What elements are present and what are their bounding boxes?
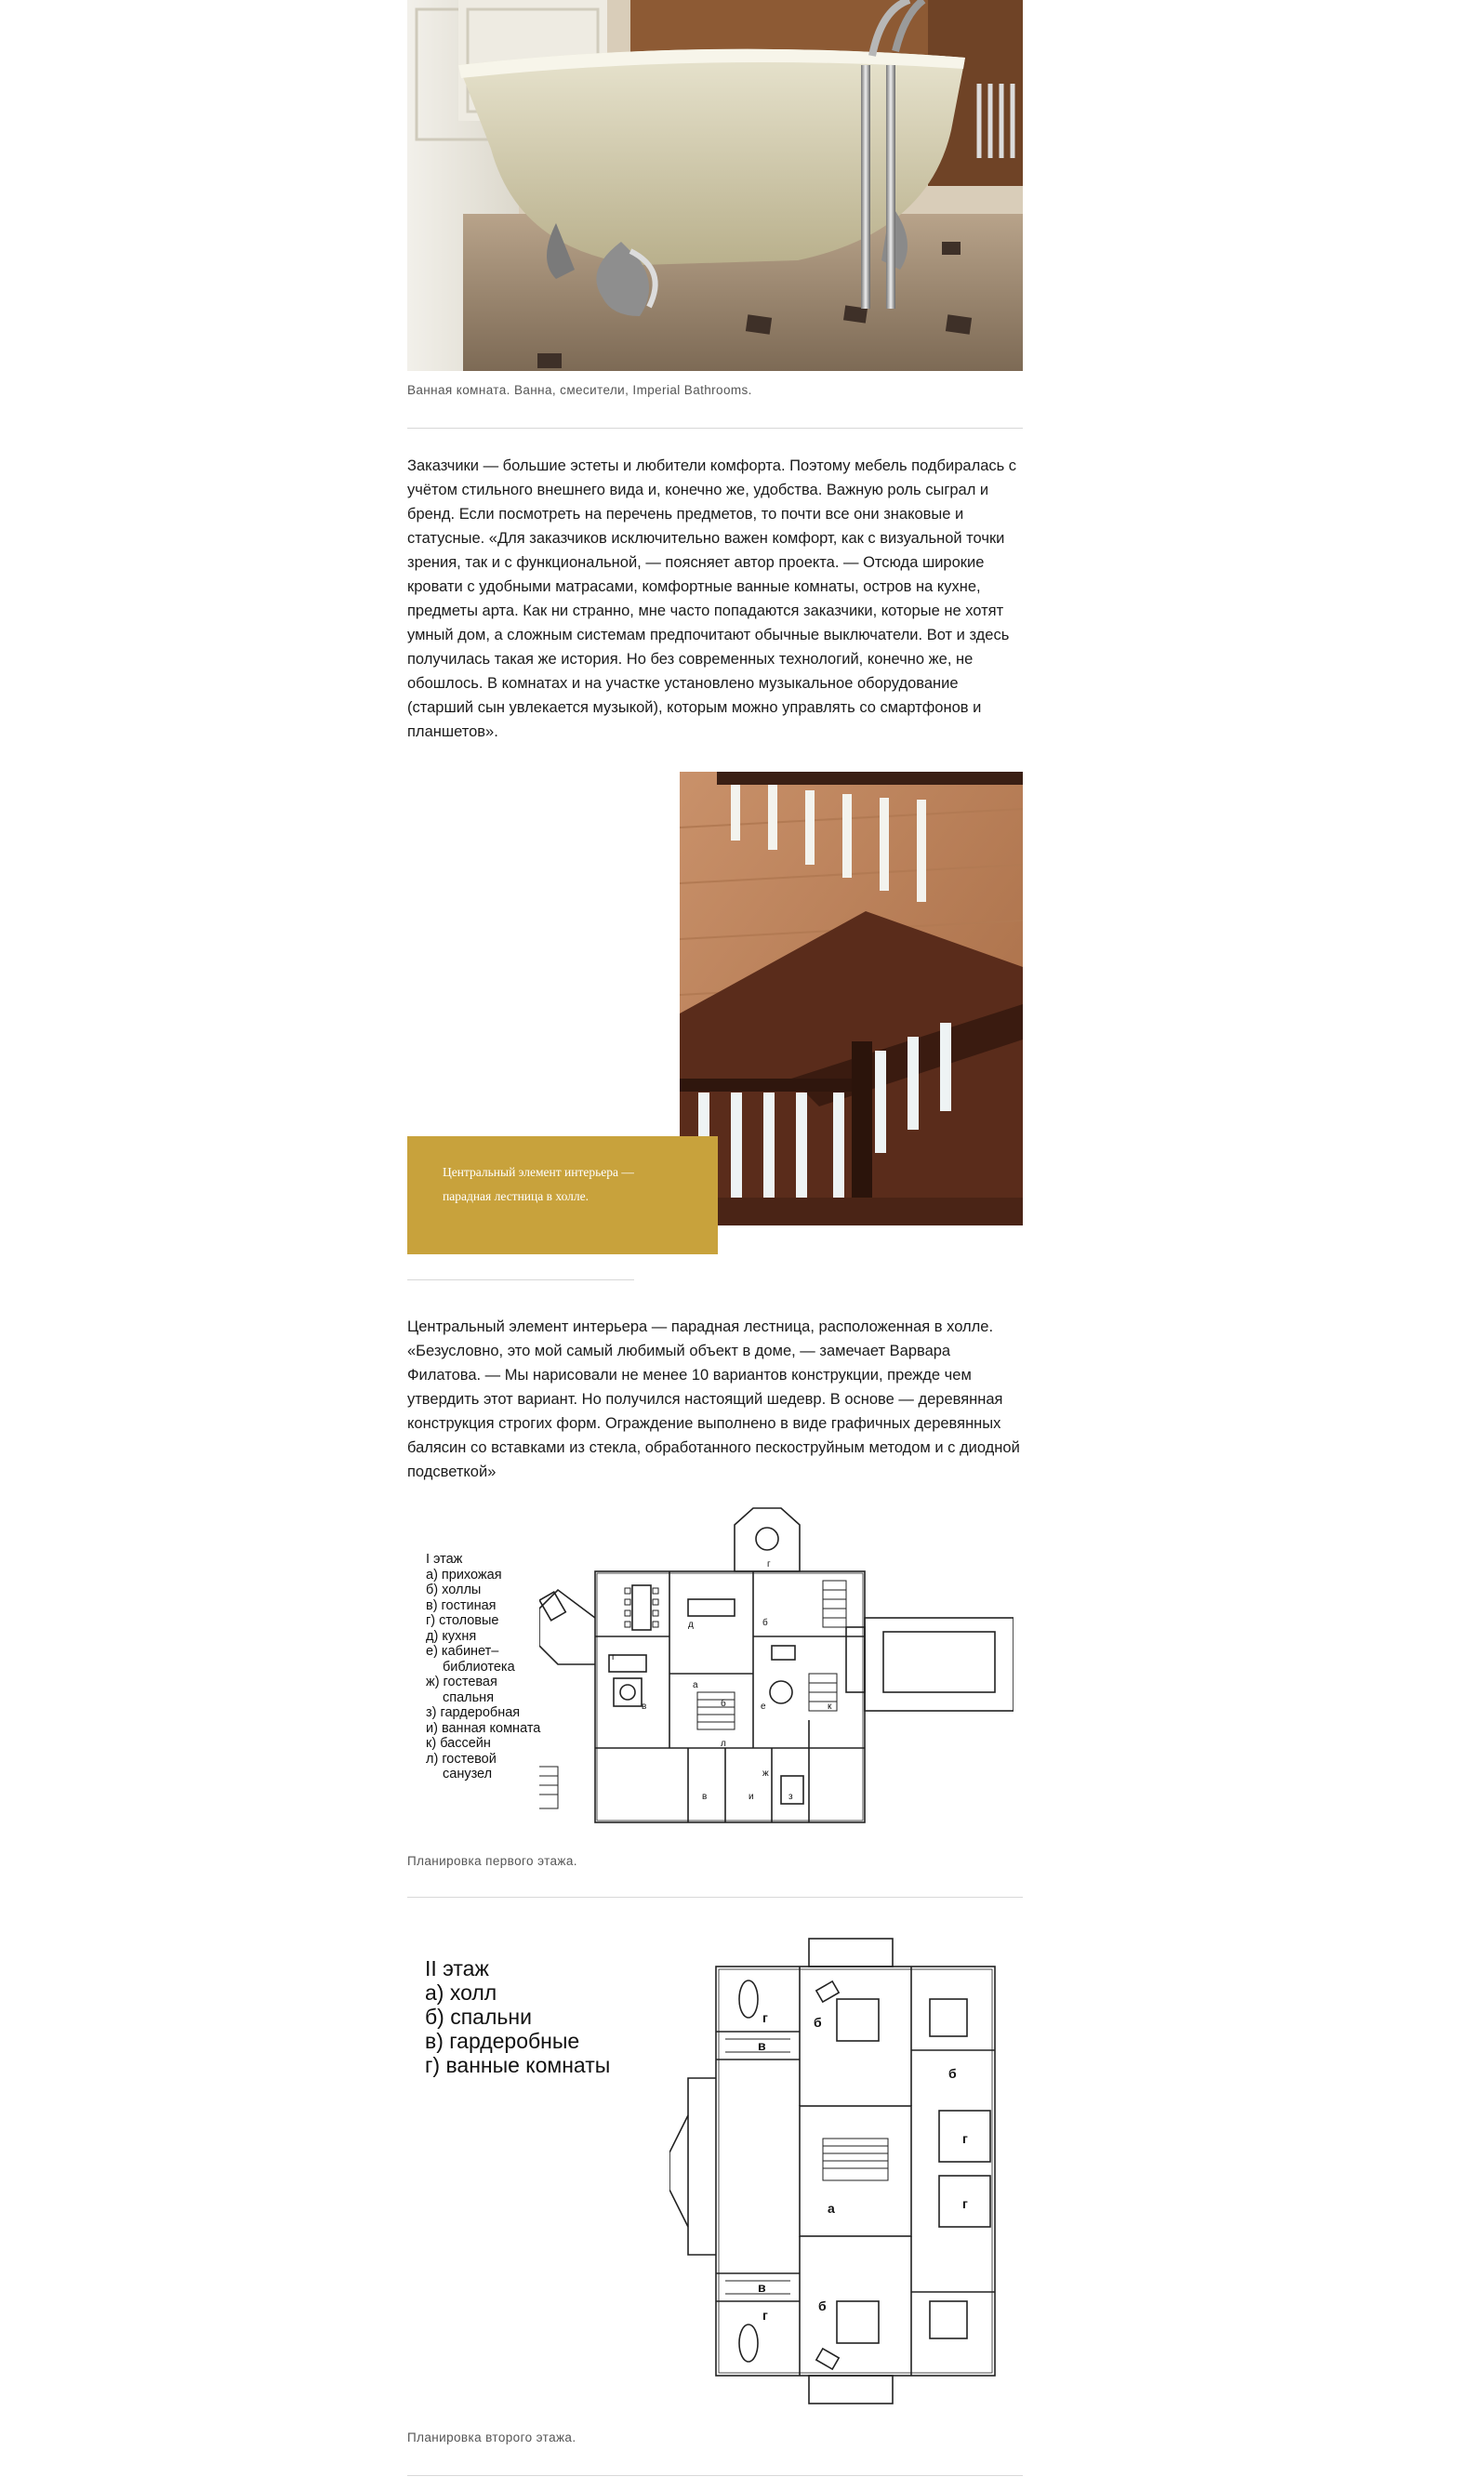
legend-item: а) холл	[425, 1980, 497, 2005]
plan-label: л	[721, 1739, 726, 1749]
plan-label: б	[762, 1618, 768, 1628]
plan-label: г	[962, 2131, 968, 2146]
legend-item: е) кабинет–	[426, 1644, 499, 1659]
legend-item: д) кухня	[426, 1628, 477, 1644]
divider	[407, 1279, 634, 1280]
floor-plan-1	[539, 1506, 1014, 1832]
bathroom-photo	[407, 0, 1023, 371]
plan-label: г	[767, 1559, 771, 1569]
legend-item: а) прихожая	[426, 1567, 502, 1583]
legend-item: г) столовые	[426, 1613, 499, 1628]
legend-item: спальня	[443, 1689, 495, 1705]
plan-label: е	[761, 1702, 766, 1712]
plan-label: д	[688, 1620, 694, 1630]
plan-label: а	[828, 2201, 835, 2216]
legend-item: з) гардеробная	[426, 1705, 521, 1720]
staircase-image	[680, 772, 1023, 1225]
plan-label: г	[962, 2196, 968, 2211]
legend-item: и) ванная комната	[426, 1720, 541, 1736]
legend-item: г) ванные комнаты	[425, 2053, 611, 2077]
divider	[407, 2475, 1023, 2476]
photo-caption-staircase	[407, 1136, 718, 1254]
plan-label: б	[948, 2066, 957, 2081]
bathtub-image	[407, 0, 1023, 371]
legend-item: в) гостиная	[426, 1597, 497, 1613]
floor-plan-1-caption: Планировка первого этажа.	[407, 1854, 577, 1868]
legend-item: в) гардеробные	[425, 2029, 580, 2053]
plan-label: г	[762, 2010, 768, 2025]
floor-plan-2	[669, 1929, 1004, 2413]
legend-item: библиотека	[443, 1659, 515, 1675]
legend-item: б) холлы	[426, 1583, 482, 1597]
legend-item: ж) гостевая	[426, 1675, 497, 1689]
plan-label: к	[828, 1702, 832, 1712]
plan-label: ж	[762, 1768, 769, 1779]
article-paragraph-2: Центральный элемент интерьера — парадная лестница, расположенная в холле. «Безусловно, это мой самый любимый объект в доме, — замечает Варвара Филатова. — Мы нарисовали не менее 10 вариантов конструкции, прежде чем утвердить этот вариант. Но получился настоящий шедевр. В основе — деревянная конструкция строгих форм. Ограждение выполнено в виде графичных деревянных балясин со вставками из стекла, обработанного пескоструйным методом и с диодной подсветкой»	[407, 1318, 1020, 1480]
gold-caption-text: Центральный элемент интерьера — парадная лестница в холле.	[443, 1165, 634, 1203]
plan-label: г	[612, 1652, 616, 1662]
plan-label: б	[814, 2015, 822, 2030]
plan-label: и	[749, 1792, 754, 1802]
plan-label: а	[693, 1680, 698, 1690]
plan-label: б	[818, 2298, 827, 2313]
photo-caption-bathroom: Ванная комната. Ванна, смесители, Imperial Bathrooms.	[407, 383, 752, 397]
legend-item: л) гостевой	[426, 1751, 497, 1767]
floor-plan-1-legend	[426, 1552, 540, 1782]
legend-title: II этаж	[425, 1956, 489, 1980]
floor-plan-2-legend	[425, 1956, 610, 2077]
plan-label: г	[762, 2308, 768, 2323]
divider	[407, 428, 1023, 429]
plan-label: в	[702, 1792, 708, 1802]
legend-item: санузел	[443, 1767, 493, 1781]
legend-item: к) бассейн	[426, 1736, 491, 1751]
legend-title: I этаж	[426, 1552, 463, 1567]
plan-label: в	[758, 2038, 766, 2053]
staircase-photo	[680, 772, 1023, 1225]
plan-label: з	[788, 1792, 793, 1802]
article-paragraph-1: Заказчики — большие эстеты и любители комфорта. Поэтому мебель подбиралась с учётом стильного внешнего вида и, конечно же, удобства. Важную роль сыграл и бренд. Если посмотреть на перечень предметов, то почти все они знаковые и статусные. «Для заказчиков исключительно важен комфорт, как с визуальной точки зрения, так и с функциональной, — поясняет автор проекта. — Отсюда широкие кровати с удобными матрасами, комфортные ванные комнаты, остров на кухне, предметы арта. Как ни странно, мне часто попадаются заказчики, которые не хотят умный дом, а сложным системам предпочитают обычные выключатели. Вот и здесь получилась такая же история. Но без современных технологий, конечно же, не обошлось. В комнатах и на участке установлено музыкальное оборудование (старший сын увлекается музыкой), которым можно управлять со смартфонов и планшетов».	[407, 457, 1017, 740]
plan-label: б	[721, 1699, 726, 1709]
legend-item: б) спальни	[425, 2005, 532, 2029]
plan-label: в	[642, 1702, 647, 1712]
floor-plan-2-caption: Планировка второго этажа.	[407, 2430, 576, 2444]
divider	[407, 1897, 1023, 1898]
plan-label: в	[758, 2280, 766, 2295]
